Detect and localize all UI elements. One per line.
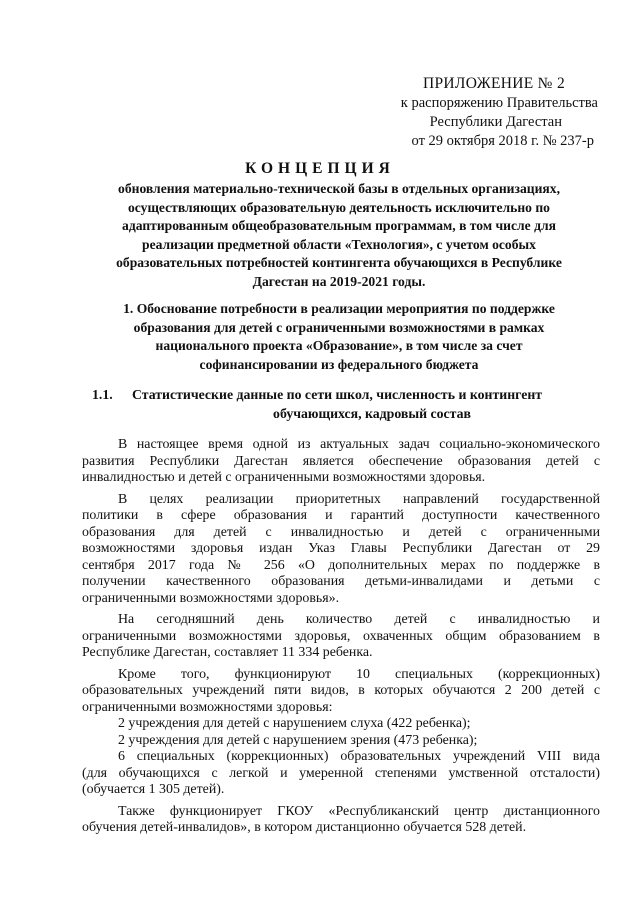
body-line: В целях реализации приоритетных направлений государственной xyxy=(118,491,600,507)
subtitle-line: образовательных потребностей контингента обучающихся в Республике xyxy=(116,255,562,271)
body-line: (для обучающихся с легкой и умеренной степенями умственной отсталости) xyxy=(82,765,600,781)
section-1-1-heading xyxy=(92,386,612,423)
body-line: На сегодняшний день количество детей с инвалидностью и xyxy=(118,612,600,627)
subtitle-line: адаптированным общеобразовательным программам, в том числе для xyxy=(122,218,556,234)
document-body xyxy=(82,437,600,837)
section-1-line: 1. Обоснование потребности в реализации мероприятия по поддержке xyxy=(123,301,555,316)
body-line: обучения детей-инвалидов», в котором дистанционно обучается 528 детей. xyxy=(82,820,527,835)
body-line: (обучается 1 305 детей). xyxy=(82,782,225,797)
section-1-1-number: 1.1. xyxy=(92,387,113,402)
body-line: В настоящее время одной из актуальных задач социально-экономического xyxy=(118,437,600,452)
body-line: возможностями здоровья издан Указ Главы Республики Дагестан от 29 xyxy=(82,541,600,556)
body-line: сентября 2017 года № 256 «О дополнительных мерах по поддержке в xyxy=(82,557,600,573)
section-1-line: образования для детей с ограниченными возможностями в рамках xyxy=(133,319,545,335)
appendix-number: ПРИЛОЖЕНИЕ № 2 xyxy=(422,75,565,92)
section-1-1-line: обучающихся, кадровый состав xyxy=(273,405,471,421)
subtitle-line: реализации предметной области «Технология», с учетом особых xyxy=(142,236,536,252)
body-line: Кроме того, функционируют 10 специальных (коррекционных) xyxy=(118,666,600,682)
appendix-republic: Республики Дагестан xyxy=(429,114,562,130)
body-line: ограниченными возможностями здоровья». xyxy=(82,590,340,606)
document-subtitle xyxy=(82,180,596,292)
section-1-line: национального проекта «Образование», в том числе за счет xyxy=(155,338,523,354)
body-line: развития Республики Дагестан является обеспечение образования детей с xyxy=(82,453,600,469)
subtitle-line: Дагестан на 2019-2021 годы. xyxy=(252,273,426,289)
body-line: 6 специальных (коррекционных) образовательных учреждений VIII вида xyxy=(118,749,600,764)
body-line: ограниченными возможностями здоровья, охваченных общим образованием в xyxy=(82,628,600,644)
appendix-header xyxy=(340,74,600,151)
body-line: Республике Дагестан, составляет 11 334 ребенка. xyxy=(82,645,373,660)
body-line: Также функционирует ГКОУ «Республиканский центр дистанционного xyxy=(118,803,600,819)
body-line: инвалидностью и детей с ограниченными возможностями здоровья. xyxy=(82,470,486,485)
subtitle-line: осуществляющих образовательную деятельность исключительно по xyxy=(128,199,550,215)
body-line: образования для детей с инвалидностью и детей с ограниченными xyxy=(82,524,600,540)
section-1-line: софинансировании из федерального бюджета xyxy=(199,356,479,372)
subtitle-line: обновления материально-технической базы в отдельных организациях, xyxy=(118,181,560,196)
body-line: ограниченными возможностями здоровья: xyxy=(82,699,333,715)
body-line: 2 учреждения для детей с нарушением зрения (473 ребенка); xyxy=(118,732,478,748)
body-line: 2 учреждения для детей с нарушением слуха (422 ребенка); xyxy=(118,716,471,731)
body-line: политики в сфере образования и гарантий доступности качественного xyxy=(82,508,600,523)
section-1-heading xyxy=(82,300,596,374)
appendix-date: от 29 октября 2018 г. № 237-р xyxy=(411,133,594,149)
body-line: получении качественного образования детьми-инвалидами и детьми с xyxy=(82,574,600,589)
section-1-1-line: Статистические данные по сети школ, численность и контингент xyxy=(132,387,543,402)
appendix-order-ref: к распоряжению Правительства xyxy=(400,95,598,111)
document-title: КОНЦЕПЦИЯ xyxy=(245,160,395,177)
body-line: образовательных учреждений пяти видов, в которых обучаются 2 200 детей с xyxy=(82,683,600,698)
